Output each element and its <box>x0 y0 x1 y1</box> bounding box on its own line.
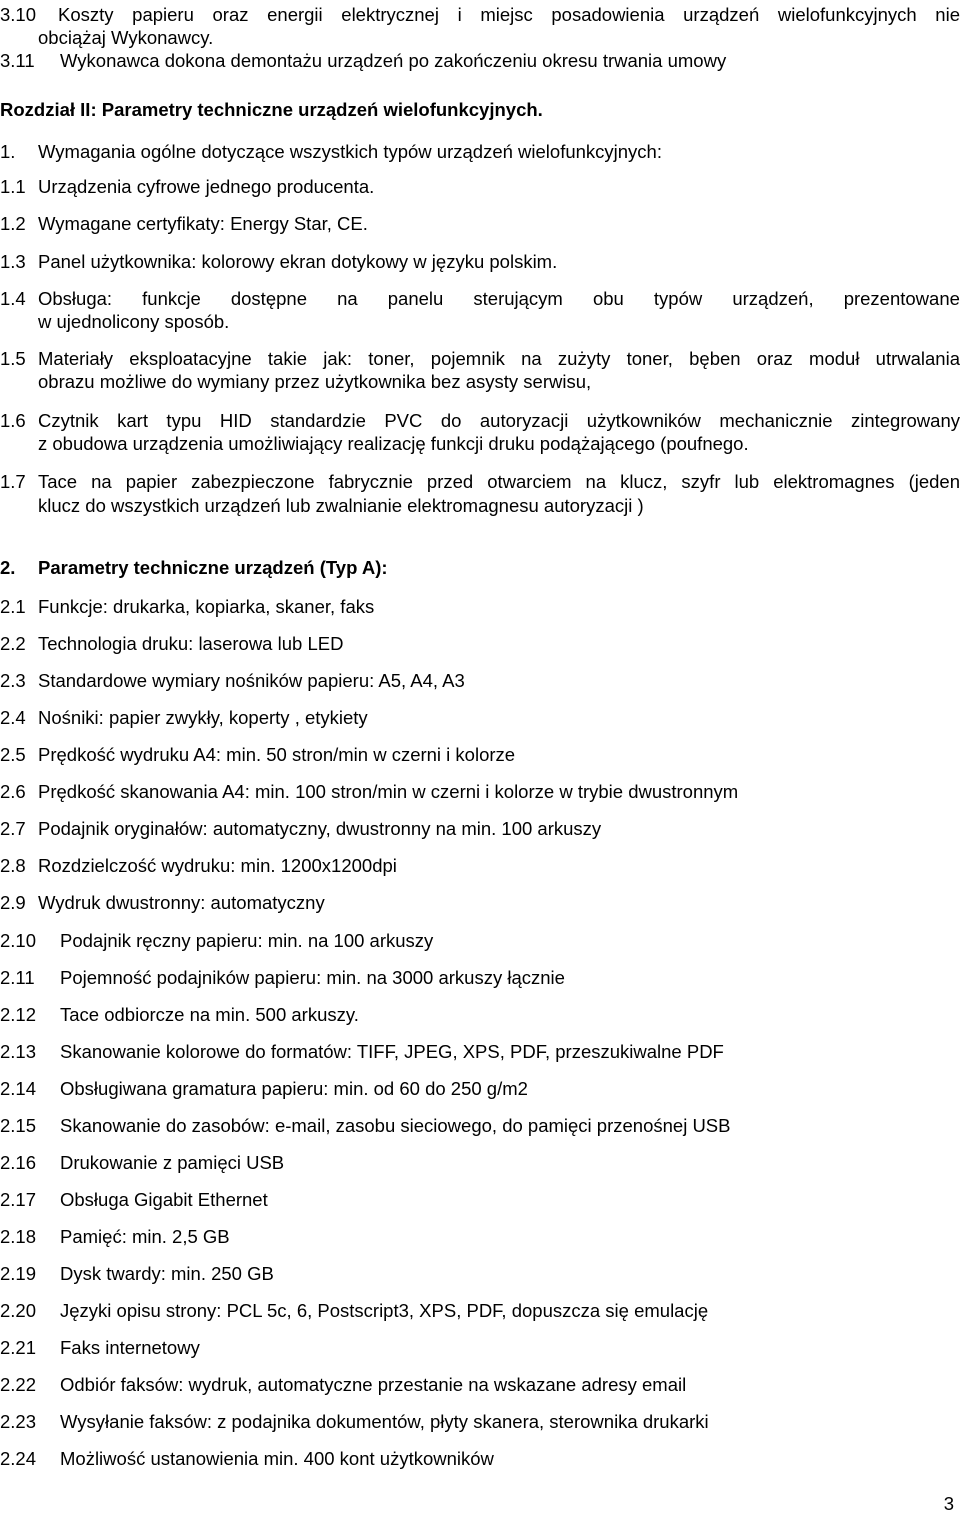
item-number: 2.8 <box>0 855 26 876</box>
item-2-21 <box>0 1336 200 1359</box>
item-number: 2.6 <box>0 781 26 802</box>
item-2-11 <box>0 966 565 989</box>
item-2-23 <box>0 1410 709 1433</box>
item-text: Wymagane certyfikaty: Energy Star, CE. <box>38 213 368 234</box>
word: prezentowane <box>843 288 960 309</box>
item-number: 2.21 <box>0 1337 37 1358</box>
item-number: 2.10 <box>0 930 37 951</box>
item-text: Drukowanie z pamięci USB <box>60 1152 285 1173</box>
item-number: 2.14 <box>0 1078 37 1099</box>
chapter-title: Rozdział II: Parametry techniczne urządzeń wielofunkcyjnych. <box>0 99 543 120</box>
item-text <box>38 287 960 310</box>
item-text: Panel użytkownika: kolorowy ekran dotykowy w języku polskim. <box>38 251 558 272</box>
item-number: 2.2 <box>0 633 26 654</box>
item-number: 2.11 <box>0 967 35 988</box>
item-1-3 <box>0 250 557 273</box>
item-text: Prędkość wydruku A4: min. 50 stron/min w czerni i kolorze <box>38 744 516 765</box>
item-3-11 <box>0 49 726 72</box>
item-number: 1.7 <box>0 471 26 492</box>
page-number: 3 <box>943 1493 954 1514</box>
word: na <box>337 288 358 309</box>
item-number: 2.5 <box>0 744 26 765</box>
item-number: 2.1 <box>0 596 26 617</box>
item-text: Tace na papier zabezpieczone fabrycznie przed otwarciem na klucz, szyfr lub elektromagnes (jeden <box>38 471 960 492</box>
item-number: 2.4 <box>0 707 26 728</box>
word: dostępne <box>230 288 307 309</box>
item-number: 2.13 <box>0 1041 37 1062</box>
item-2-10 <box>0 929 433 952</box>
item-2-5 <box>0 743 515 766</box>
item-text: Standardowe wymiary nośników papieru: A5, A4, A3 <box>38 670 465 691</box>
item-text: Możliwość ustanowienia min. 400 kont użytkowników <box>60 1448 494 1469</box>
item-text: Obsługa Gigabit Ethernet <box>60 1189 268 1210</box>
item-text: Dysk twardy: min. 250 GB <box>60 1263 274 1284</box>
word: panelu <box>387 288 444 309</box>
item-2-22 <box>0 1373 686 1396</box>
item-text: Wydruk dwustronny: automatyczny <box>38 892 325 913</box>
item-2-12 <box>0 1003 359 1026</box>
item-2-19 <box>0 1262 274 1285</box>
item-text: Funkcje: drukarka, kopiarka, skaner, faks <box>38 596 375 617</box>
section-number: 2. <box>0 557 16 578</box>
item-text: Pojemność podajników papieru: min. na 3000 arkuszy łącznie <box>60 967 565 988</box>
item-text: Technologia druku: laserowa lub LED <box>38 633 344 654</box>
item-1-5-continuation: obrazu możliwe do wymiany przez użytkownika bez asysty serwisu, <box>38 371 592 392</box>
item-2-16 <box>0 1151 284 1174</box>
item-text: Materiały eksploatacyjne takie jak: toner, pojemnik na zużyty toner, bęben oraz moduł utrwalania <box>38 348 960 369</box>
item-number: 1.3 <box>0 251 26 272</box>
item-number: 1.4 <box>0 288 26 309</box>
item-2-18 <box>0 1225 230 1248</box>
item-2-15 <box>0 1114 730 1137</box>
item-number: 2.16 <box>0 1152 37 1173</box>
word: obu <box>592 288 624 309</box>
item-text: Koszty papieru oraz energii elektrycznej i miejsc posadowienia urządzeń wielofunkcyjnych nie <box>58 4 960 25</box>
item-3-10-continuation: obciążaj Wykonawcy. <box>38 27 214 48</box>
item-number: 2.17 <box>0 1189 37 1210</box>
item-number: 2.7 <box>0 818 26 839</box>
item-1-2 <box>0 212 368 235</box>
item-number: 1.2 <box>0 213 26 234</box>
item-number: 2.22 <box>0 1374 37 1395</box>
item-text: Skanowanie kolorowe do formatów: TIFF, JPEG, XPS, PDF, przeszukiwalne PDF <box>60 1041 724 1062</box>
item-1-4-continuation: w ujednolicony sposób. <box>38 311 230 332</box>
item-text: Rozdzielczość wydruku: min. 1200x1200dpi <box>38 855 397 876</box>
item-2-14 <box>0 1077 528 1100</box>
item-number: 2.18 <box>0 1226 37 1247</box>
item-number: 3.10 <box>0 4 37 25</box>
item-text: Pamięć: min. 2,5 GB <box>60 1226 230 1247</box>
item-number: 2.24 <box>0 1448 37 1469</box>
section-1-heading <box>0 140 662 163</box>
section-title: Wymagania ogólne dotyczące wszystkich typów urządzeń wielofunkcyjnych: <box>38 141 662 162</box>
item-text: Czytnik kart typu HID standardzie PVC do autoryzacji użytkowników mechanicznie zintegrowany <box>38 410 960 431</box>
word: urządzeń, <box>732 288 814 309</box>
item-number: 2.20 <box>0 1300 37 1321</box>
item-text: Skanowanie do zasobów: e-mail, zasobu sieciowego, do pamięci przenośnej USB <box>60 1115 731 1136</box>
section-number: 1. <box>0 141 16 162</box>
item-2-9 <box>0 891 325 914</box>
item-2-8 <box>0 854 397 877</box>
item-number: 2.19 <box>0 1263 37 1284</box>
item-1-7-continuation: klucz do wszystkich urządzeń lub zwalnianie elektromagnesu autoryzacji ) <box>38 495 644 516</box>
item-number: 2.23 <box>0 1411 37 1432</box>
item-2-24 <box>0 1447 494 1470</box>
item-2-4 <box>0 706 368 729</box>
item-2-7 <box>0 817 601 840</box>
item-2-13 <box>0 1040 724 1063</box>
item-1-6-continuation: z obudowa urządzenia umożliwiający realizację funkcji druku podążającego (poufnego. <box>38 433 749 454</box>
item-1-1 <box>0 175 374 198</box>
item-number: 1.5 <box>0 348 26 369</box>
item-2-1 <box>0 595 374 618</box>
item-text: Faks internetowy <box>60 1337 200 1358</box>
item-number: 1.6 <box>0 410 26 431</box>
item-text: Urządzenia cyfrowe jednego producenta. <box>38 176 375 197</box>
item-text: Wykonawca dokona demontażu urządzeń po zakończeniu okresu trwania umowy <box>60 50 727 71</box>
item-1-5 <box>0 347 960 370</box>
item-3-10 <box>0 3 960 26</box>
word: typów <box>653 288 703 309</box>
word: funkcje <box>142 288 201 309</box>
word: Obsługa: <box>38 288 113 309</box>
item-number: 2.9 <box>0 892 26 913</box>
item-2-2 <box>0 632 343 655</box>
item-number: 1.1 <box>0 176 26 197</box>
item-number: 2.12 <box>0 1004 37 1025</box>
item-text: Prędkość skanowania A4: min. 100 stron/min w czerni i kolorze w trybie dwustronnym <box>38 781 739 802</box>
word: sterującym <box>473 288 563 309</box>
section-2-heading <box>0 556 388 579</box>
item-1-7 <box>0 470 960 493</box>
item-number: 2.3 <box>0 670 26 691</box>
item-text: Nośniki: papier zwykły, koperty , etykiety <box>38 707 368 728</box>
item-text: Podajnik ręczny papieru: min. na 100 arkuszy <box>60 930 434 951</box>
item-2-6 <box>0 780 738 803</box>
item-text: Obsługiwana gramatura papieru: min. od 60 do 250 g/m2 <box>60 1078 528 1099</box>
item-1-6 <box>0 409 960 432</box>
item-2-17 <box>0 1188 268 1211</box>
item-text: Odbiór faksów: wydruk, automatyczne przestanie na wskazane adresy email <box>60 1374 687 1395</box>
item-2-3 <box>0 669 465 692</box>
item-1-4 <box>0 287 960 310</box>
item-text: Języki opisu strony: PCL 5c, 6, Postscript3, XPS, PDF, dopuszcza się emulację <box>60 1300 709 1321</box>
item-text: Wysyłanie faksów: z podajnika dokumentów, płyty skanera, sterownika drukarki <box>60 1411 709 1432</box>
item-text: Tace odbiorcze na min. 500 arkuszy. <box>60 1004 359 1025</box>
section-title: Parametry techniczne urządzeń (Typ A): <box>38 557 388 578</box>
item-number: 3.11 <box>0 50 35 71</box>
item-number: 2.15 <box>0 1115 37 1136</box>
item-text: Podajnik oryginałów: automatyczny, dwustronny na min. 100 arkuszy <box>38 818 602 839</box>
item-2-20 <box>0 1299 708 1322</box>
